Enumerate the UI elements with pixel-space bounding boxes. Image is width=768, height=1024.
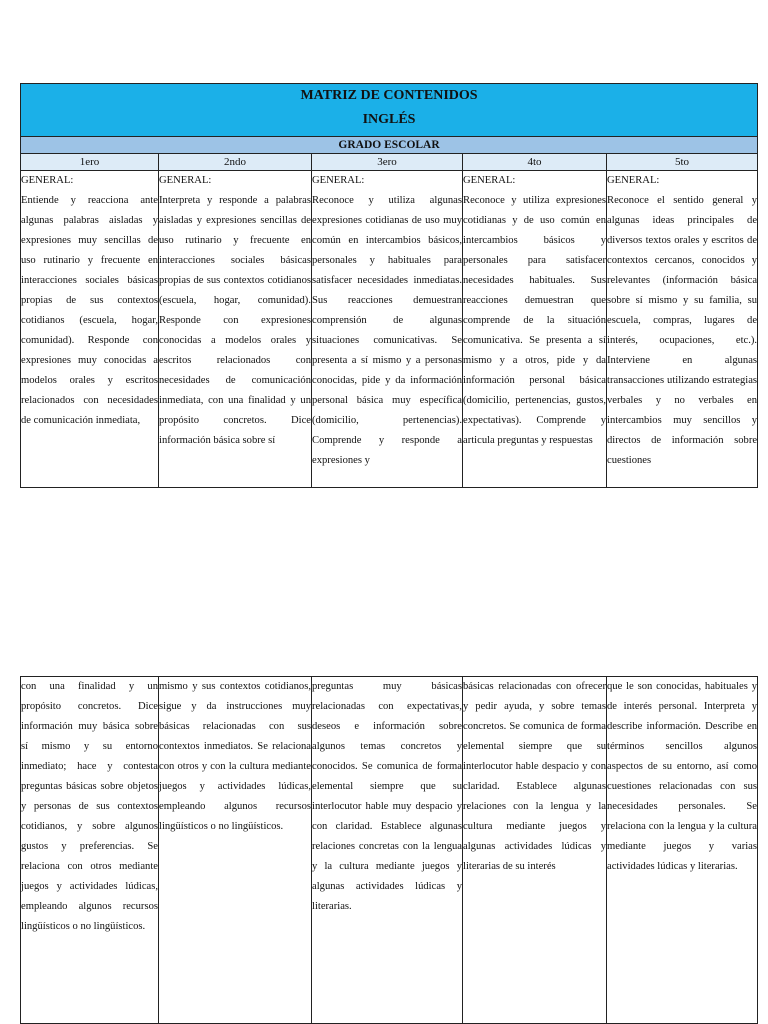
- grade-5-content-continued-cell: [607, 677, 758, 1024]
- grade-2-content-text: Interpreta y responde a palabras aisladas y expresiones sencillas de uso rutinario y frecuente en interacciones sociales básicas propias de sus contextos cotidianos (escuela, hogar, comunidad). Responde con expresiones conocidas a modelos orales y escritos relacionados con necesidades de comunicación inmediata, con una finalidad y un propósito concretos. Dice información básica sobre sí: [159, 195, 311, 446]
- grade-3-content-cell: [312, 171, 463, 488]
- grade-4-content-continued-cell: [463, 677, 607, 1024]
- general-label: GENERAL:: [159, 175, 212, 186]
- grade-header-2: 2ndo: [159, 154, 312, 171]
- general-label: GENERAL:: [312, 175, 365, 186]
- content-matrix-table-top: [20, 83, 758, 488]
- grade-header-4: 4to: [463, 154, 607, 171]
- grade-4-content-cell: [463, 171, 607, 488]
- subject-title: INGLÉS: [362, 112, 416, 127]
- grade-3-content-continued-text: preguntas muy básicas relacionadas con expectativas, deseos e información sobre algunos temas concretos y conocidos. Se comunica de forma elemental siempre que su interlocutor hable muy despacio y con claridad. Establece algunas relaciones concretas con la lengua y la cultura mediante juegos y algunas actividades lúdicas y literarias.: [312, 681, 462, 912]
- grado-escolar-header: GRADO ESCOLAR: [21, 137, 758, 154]
- grade-4-content-continued-text: básicas relacionadas con ofrecer y pedir ayuda, y sobre temas concretos. Se comunica de forma elemental siempre que su interlocutor hable despacio y con claridad. Establece algunas relaciones con la lengua y la cultura mediante juegos y algunas actividades lúdicas y literarias de su interés: [463, 681, 606, 872]
- grade-1-content-continued-text: con una finalidad y un propósito concretos. Dice información muy básica sobre sí mismo y su entorno inmediato; hace y contesta preguntas básicas sobre objetos y personas de sus contextos cotidianos, y sobre algunos gustos y preferencias. Se relaciona con otros mediante juegos y actividades lúdicas, empleando algunos recursos lingüísticos o no lingüísticos.: [21, 681, 158, 932]
- page-title: MATRIZ DE CONTENIDOS: [300, 88, 478, 103]
- grade-2-content-continued-cell: [159, 677, 312, 1024]
- grade-1-content-text: Entiende y reacciona ante algunas palabras aisladas y expresiones muy sencillas de uso rutinario y frecuente en interacciones sociales básicas propias de sus contextos cotidianos (escuela, hogar, comunidad). Responde con expresiones muy conocidas a modelos orales y escritos relacionados con necesidades de comunicación inmediata,: [21, 195, 158, 426]
- grade-1-content-cell: [21, 171, 159, 488]
- general-label: GENERAL:: [463, 175, 516, 186]
- grade-2-content-cell: [159, 171, 312, 488]
- grade-3-content-continued-cell: [312, 677, 463, 1024]
- grade-1-content-continued-cell: [21, 677, 159, 1024]
- general-label: GENERAL:: [21, 175, 74, 186]
- grade-header-1: 1ero: [21, 154, 159, 171]
- grade-5-content-text: Reconoce el sentido general y algunas ideas principales de diversos textos orales y escritos de contextos cercanos, conocidos y relevantes (información básica sobre sí mismo y su familia, su escuela, compras, lugares de interés, ocupaciones, etc.). Interviene en algunas transacciones utilizando estrategias verbales y no verbales en intercambios muy sencillos y directos de información sobre cuestiones: [607, 195, 758, 466]
- content-matrix-table-bottom: [20, 676, 758, 1024]
- grade-header-5: 5to: [607, 154, 758, 171]
- matrix-title-header: [21, 84, 758, 137]
- grade-3-content-text: Reconoce y utiliza algunas expresiones cotidianas de uso muy común en intercambios básicos, personales y habituales para satisfacer necesidades inmediatas. Sus reacciones demuestran comprensión de algunas situaciones comunicativas. Se presenta a sí mismo y a personas conocidas, pide y da información personal básica muy específica (domicilio, pertenencias). Comprende y responde a expresiones y: [312, 195, 462, 466]
- grade-5-content-continued-text: que le son conocidas, habituales y de interés personal. Interpreta y describe información. Describe en términos sencillos algunos aspectos de su entorno, así como cuestiones relacionadas con sus necesidades personales. Se relaciona con la lengua y la cultura mediante juegos y varias actividades lúdicas y literarias.: [607, 681, 757, 872]
- grade-4-content-text: Reconoce y utiliza expresiones cotidianas y de uso común en intercambios básicos y personales para satisfacer necesidades habituales. Sus reacciones demuestran que comprende de la situación comunicativa. Se presenta a sí mismo y a otros, pide y da información personal básica (domicilio, pertenencias, gustos, expectativas). Comprende y articula preguntas y respuestas: [463, 195, 606, 446]
- grade-header-3: 3ero: [312, 154, 463, 171]
- grade-2-content-continued-text: mismo y sus contextos cotidianos, sigue y da instrucciones muy básicas relacionadas con sus contextos inmediatos. Se relaciona con otros y con la cultura mediante juegos y actividades lúdicas, empleando algunos recursos lingüísticos o no lingüísticos.: [159, 681, 311, 832]
- general-label: GENERAL:: [607, 175, 660, 186]
- grade-5-content-cell: [607, 171, 758, 488]
